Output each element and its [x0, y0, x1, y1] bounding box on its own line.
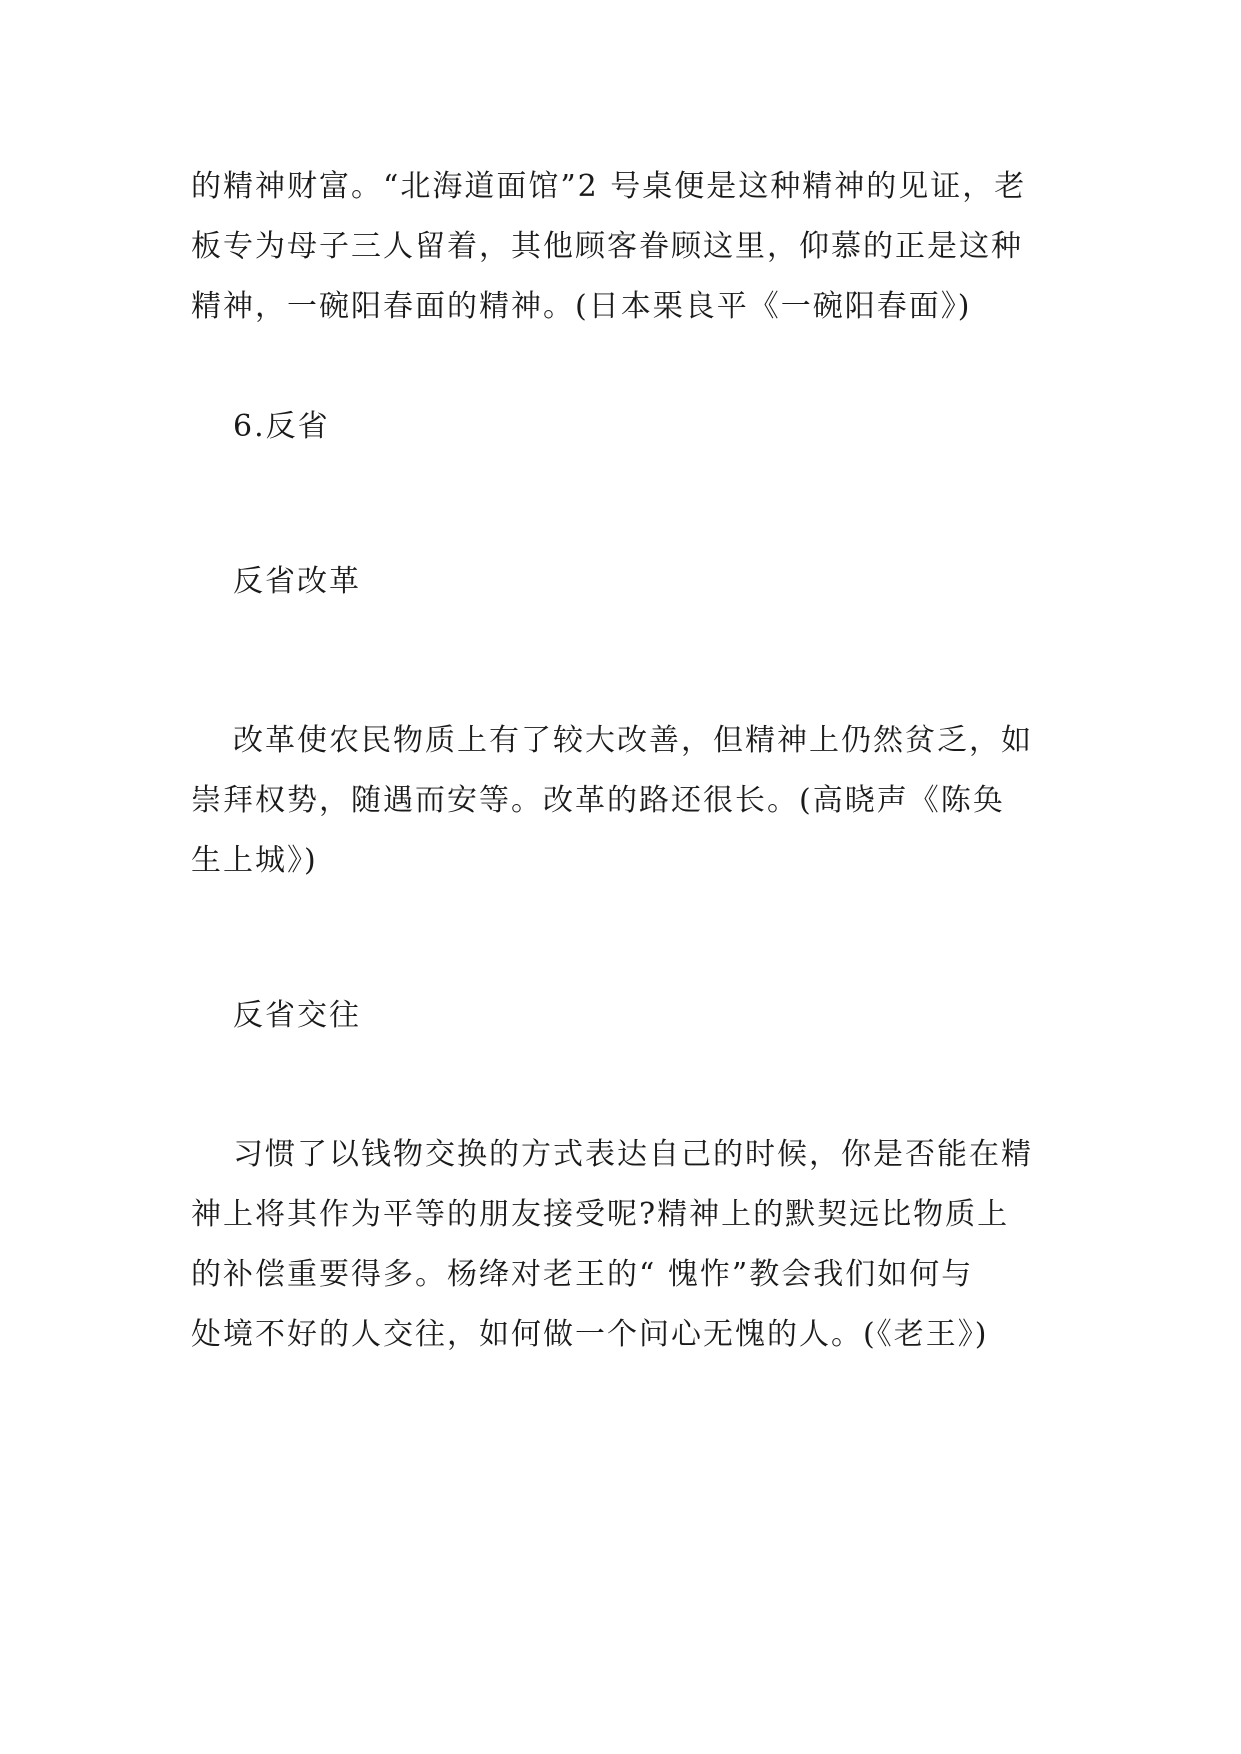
- paragraph-line: 精神，一碗阳春面的精神。(日本栗良平《一碗阳春面》): [191, 289, 972, 324]
- paragraph-continuation: [191, 157, 1061, 337]
- subheading-reform: [191, 552, 1061, 612]
- subheading-interaction: [191, 986, 1061, 1046]
- paragraph-line: 崇拜权势，随遇而安等。改革的路还很长。(高晓声《陈奂: [191, 783, 1005, 818]
- subheading-interaction-text: 反省交往: [233, 998, 361, 1033]
- paragraph-reform: [191, 711, 1061, 891]
- paragraph-line: 的精神财富。“北海道面馆”2 号桌便是这种精神的见证，老: [191, 169, 1027, 204]
- paragraph-line: 改革使农民物质上有了较大改善，但精神上仍然贫乏，如: [233, 723, 1033, 758]
- paragraph-line: 生上城》): [191, 843, 318, 878]
- paragraph-line: 处境不好的人交往，如何做一个问心无愧的人。(《老王》): [191, 1317, 989, 1352]
- paragraph-interaction: [191, 1125, 1061, 1365]
- paragraph-line: 习惯了以钱物交换的方式表达自己的时候，你是否能在精: [233, 1137, 1033, 1172]
- subheading-reform-text: 反省改革: [233, 564, 361, 599]
- section-heading-text: 6.反省: [233, 409, 330, 444]
- paragraph-line: 的补偿重要得多。杨绛对老王的“ 愧怍”教会我们如何与: [191, 1257, 974, 1292]
- section-heading: [191, 397, 1061, 457]
- paragraph-line: 板专为母子三人留着，其他顾客眷顾这里，仰慕的正是这种: [191, 229, 1023, 264]
- paragraph-line: 神上将其作为平等的朋友接受呢?精神上的默契远比物质上: [191, 1197, 1010, 1232]
